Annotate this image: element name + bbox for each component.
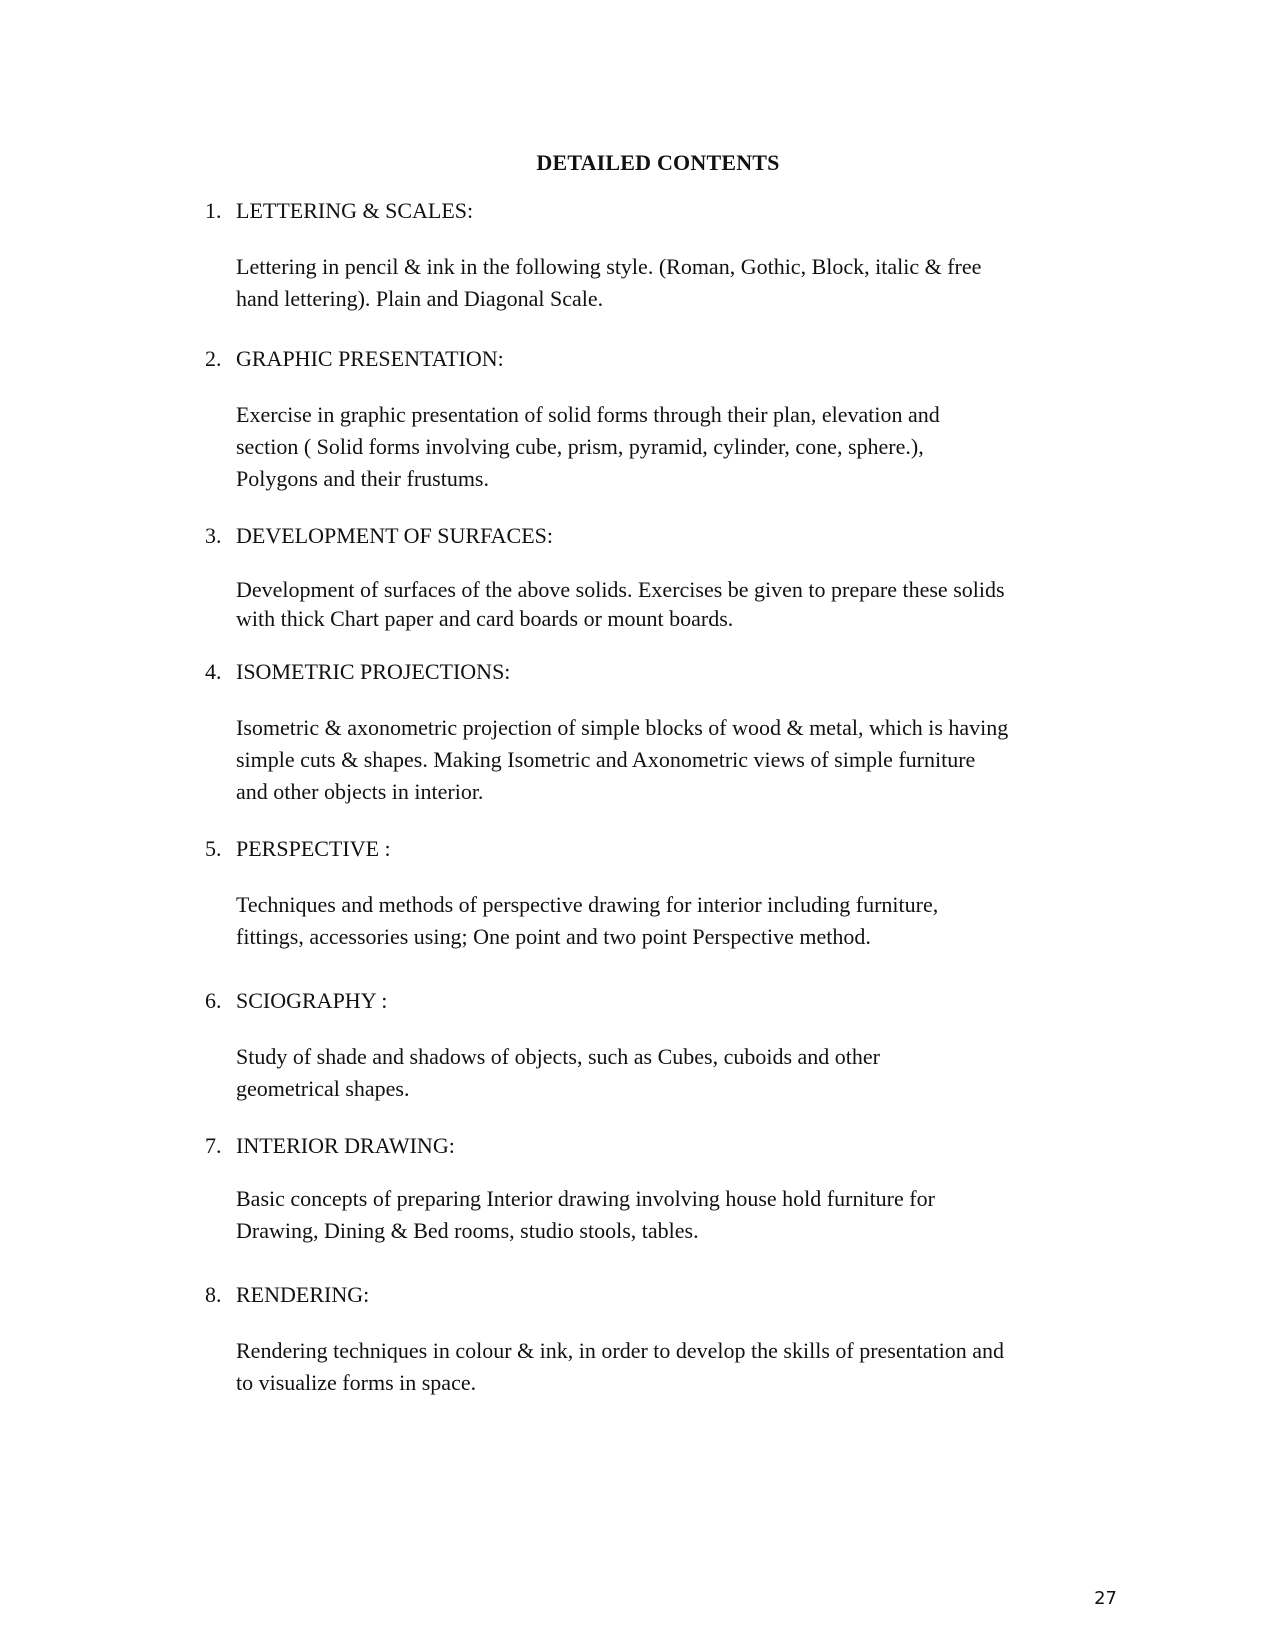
section-body: Development of surfaces of the above solids. Exercises be given to prepare these solids with thick Chart paper and card boards or mount boards. [236,577,1005,631]
section-body: Techniques and methods of perspective drawing for interior including furniture, fittings, accessories using; One point and two point Perspective method. [236,892,939,949]
section-heading [205,987,1125,1015]
section-heading-label: PERSPECTIVE : [236,836,391,861]
section-heading-label: RENDERING: [236,1282,370,1307]
section-heading-label: LETTERING & SCALES: [236,198,474,223]
section-body: Basic concepts of preparing Interior drawing involving house hold furniture for Drawing, Dining & Bed rooms, studio stools, tables. [236,1186,935,1243]
section-number: 2. [205,346,222,371]
section-number: 8. [205,1282,222,1307]
section-rendering [205,1281,1125,1399]
section-sciography [205,987,1125,1105]
page-number: 27 [1094,1588,1117,1609]
section-body: Study of shade and shadows of objects, such as Cubes, cuboids and other geometrical shapes. [236,1044,881,1101]
section-number: 6. [205,988,222,1013]
section-heading [205,345,1125,373]
section-heading-label: ISOMETRIC PROJECTIONS: [236,659,511,684]
page-title: DETAILED CONTENTS [536,150,780,175]
section-heading [205,1132,1125,1160]
section-number: 7. [205,1133,222,1158]
section-development-of-surfaces [205,522,1125,633]
section-body: Rendering techniques in colour & ink, in order to develop the skills of presentation and to visualize forms in space. [236,1338,1004,1395]
section-body: Isometric & axonometric projection of simple blocks of wood & metal, which is having simple cuts & shapes. Making Isometric and Axonometric views of simple furniture and other objects in interior. [236,715,1009,804]
section-lettering-scales [205,197,1125,315]
section-perspective [205,835,1125,953]
section-body: Exercise in graphic presentation of solid forms through their plan, elevation and section ( Solid forms involving cube, prism, pyramid, cylinder, cone, sphere.), Polygons and their frustums. [236,402,940,491]
section-heading-label: INTERIOR DRAWING: [236,1133,455,1158]
section-number: 1. [205,198,222,223]
section-heading [205,835,1125,863]
section-number: 4. [205,659,222,684]
section-heading-label: DEVELOPMENT OF SURFACES: [236,523,554,548]
section-number: 5. [205,836,222,861]
section-number: 3. [205,523,222,548]
section-body: Lettering in pencil & ink in the following style. (Roman, Gothic, Block, italic & free hand lettering). Plain and Diagonal Scale. [236,254,982,311]
section-heading-label: SCIOGRAPHY : [236,988,388,1013]
section-heading [205,658,1125,686]
section-isometric-projections [205,658,1125,808]
section-graphic-presentation [205,345,1125,495]
section-interior-drawing [205,1132,1125,1247]
section-heading [205,1281,1125,1309]
section-heading-label: GRAPHIC PRESENTATION: [236,346,504,371]
section-heading [205,197,1125,225]
section-heading [205,522,1125,550]
